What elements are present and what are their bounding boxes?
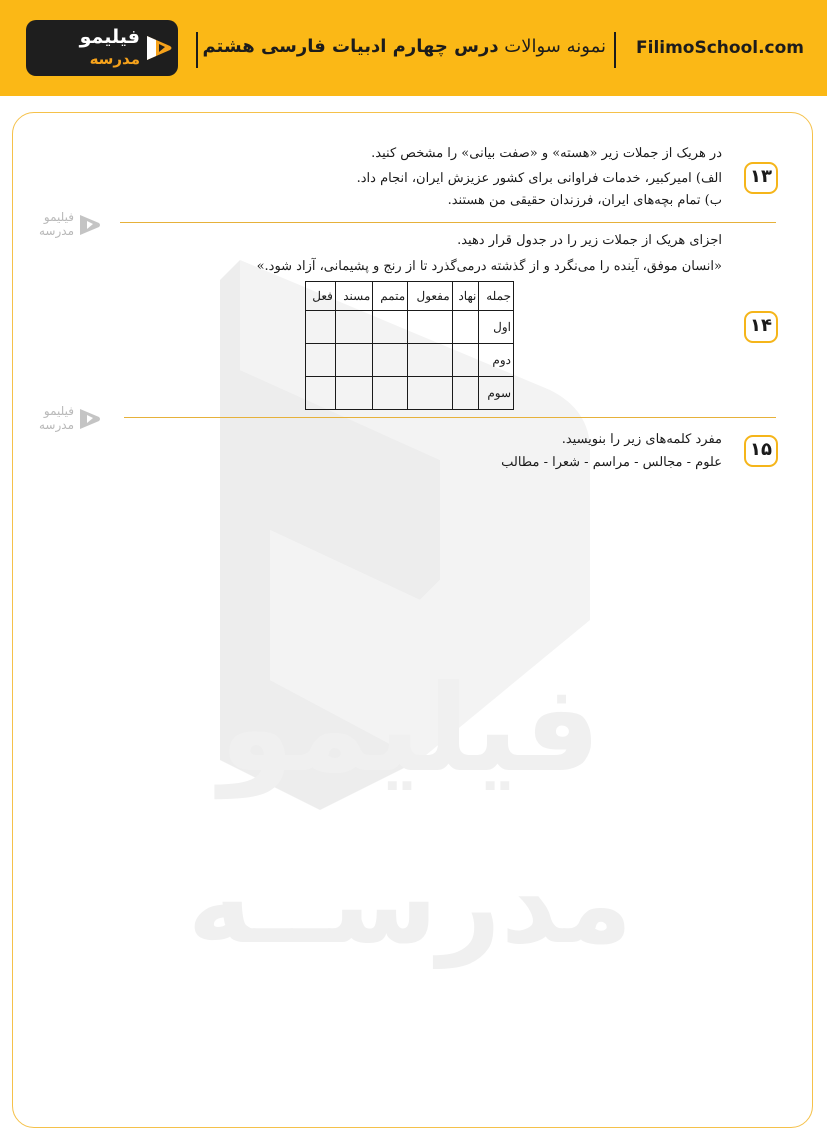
question-number-15: ۱۵ — [744, 435, 778, 467]
side-logo-line1: فیلیمو — [43, 210, 74, 224]
table-row-label: سوم — [479, 377, 514, 410]
watermark-text-top: فیلیمو — [219, 660, 601, 799]
header-divider — [614, 32, 616, 68]
table-cell — [335, 377, 372, 410]
sentence-parts-table — [305, 281, 514, 410]
table-cell — [452, 311, 479, 344]
table-header-cell: متمم — [373, 282, 408, 311]
table-row — [306, 344, 514, 377]
table-cell — [373, 344, 408, 377]
table-cell — [452, 377, 479, 410]
table-header-row — [306, 282, 514, 311]
table-cell — [373, 311, 408, 344]
site-url[interactable]: FilimoSchool.com — [636, 38, 805, 58]
table-cell — [408, 311, 453, 344]
question-14-line: اجزای هریک از جملات زیر را در جدول قرار دهید. — [457, 233, 722, 248]
table-cell — [408, 344, 453, 377]
table-row — [306, 377, 514, 410]
table-header-cell: مسند — [335, 282, 372, 311]
header-divider — [196, 32, 198, 68]
table-cell — [335, 311, 372, 344]
question-separator — [120, 222, 776, 223]
side-logo-text — [26, 210, 74, 238]
question-13-line: ب) تمام بچه‌های ایران، فرزندان حقیقی من هستند. — [447, 193, 722, 208]
play-pencil-icon — [78, 406, 102, 432]
table-cell — [452, 344, 479, 377]
question-number-14: ۱۴ — [744, 311, 778, 343]
side-logo-line2: مدرسه — [38, 418, 74, 432]
question-13-line: الف) امیرکبیر، خدمات فراوانی برای کشور عزیزش ایران، انجام داد. — [356, 171, 722, 186]
play-pencil-icon — [144, 32, 174, 64]
page-title — [202, 36, 606, 66]
table-cell — [306, 377, 336, 410]
side-logo-line2: مدرسه — [38, 224, 74, 238]
table-cell — [408, 377, 453, 410]
table-cell — [306, 311, 336, 344]
question-15-line: مفرد کلمه‌های زیر را بنویسید. — [561, 432, 722, 447]
side-logo-text — [26, 404, 74, 432]
logo-wordmark-top: فیلیمو — [79, 26, 140, 48]
question-separator — [124, 417, 776, 418]
side-logo — [26, 404, 106, 438]
table-row-label: دوم — [479, 344, 514, 377]
table-header-cell: مفعول — [408, 282, 453, 311]
table-cell — [306, 344, 336, 377]
table-row — [306, 311, 514, 344]
side-logo — [26, 210, 106, 244]
table-header-cell: نهاد — [452, 282, 479, 311]
question-13-line: در هریک از جملات زیر «هسته» و «صفت بیانی» را مشخص کنید. — [371, 146, 722, 161]
page-title-prefix: نمونه سوالات — [504, 36, 606, 57]
table-header-cell: جمله — [479, 282, 514, 311]
play-pencil-icon — [78, 212, 102, 238]
question-number-13: ۱۳ — [744, 162, 778, 194]
page-title-main: درس چهارم ادبیات فارسی هشتم — [202, 36, 499, 57]
table-cell — [373, 377, 408, 410]
logo-wordmark-bottom: مدرسه — [89, 50, 140, 68]
table-cell — [335, 344, 372, 377]
table-header-cell: فعل — [306, 282, 336, 311]
watermark-text-bottom: مدرســه — [187, 840, 633, 968]
side-logo-line1: فیلیمو — [43, 404, 74, 418]
table-row-label: اول — [479, 311, 514, 344]
question-15-line: علوم - مجالس - مراسم - شعرا - مطالب — [501, 455, 722, 470]
filimo-school-logo[interactable] — [26, 20, 178, 76]
page-header — [0, 0, 827, 96]
question-14-line: «انسان موفق، آینده را می‌نگرد و از گذشته درمی‌گذرد تا از رنج و پشیمانی، آزاد شود.» — [256, 259, 722, 274]
